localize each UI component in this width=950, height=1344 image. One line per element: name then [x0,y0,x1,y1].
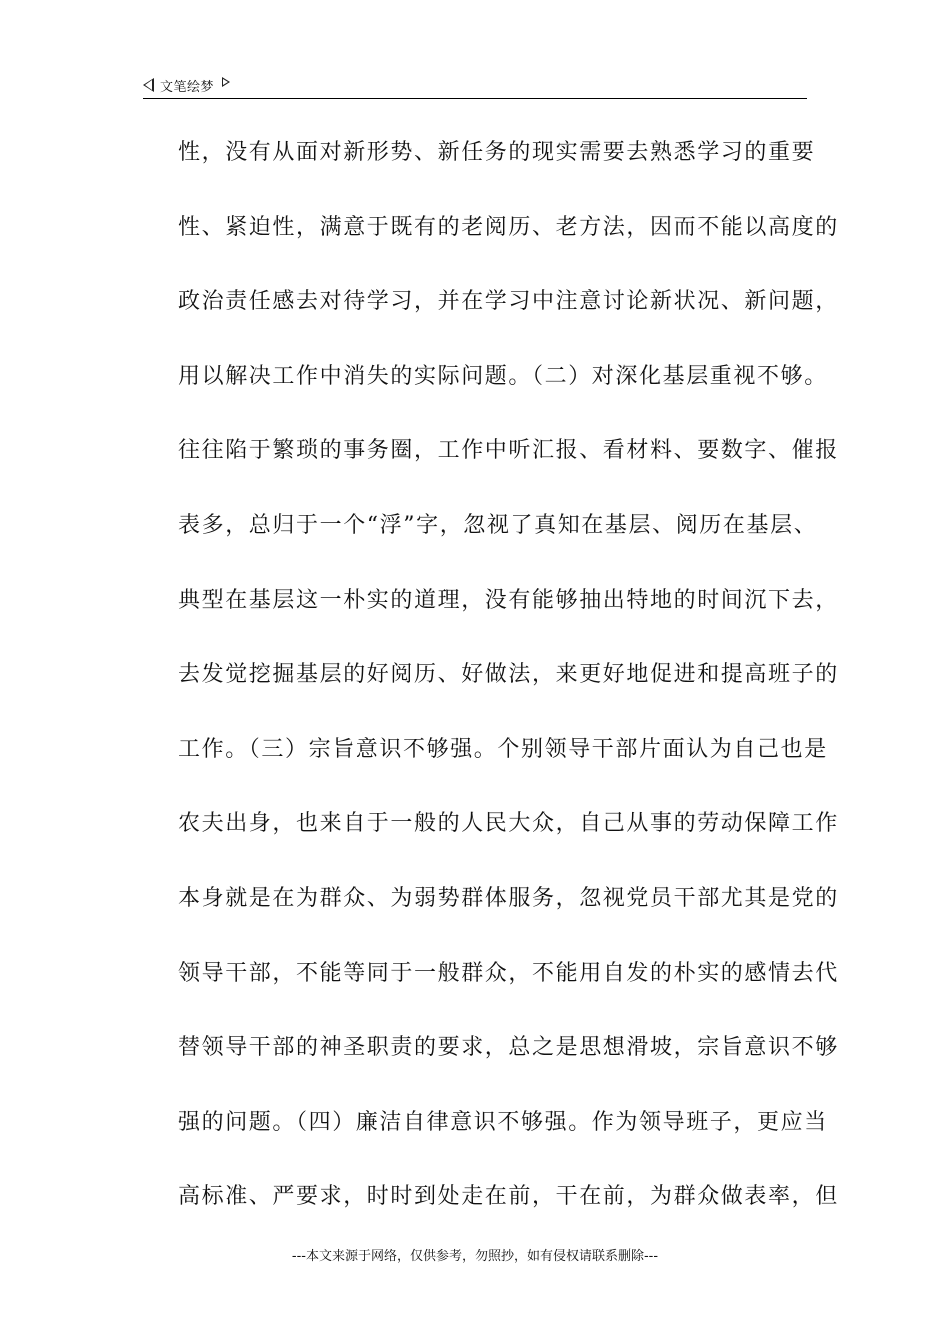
text-line: 工作。（三）宗旨意识不够强。个别领导干部片面认为自己也是 [178,736,828,762]
header-brand: 文笔绘梦 [160,79,215,95]
text-line: 领导干部，不能等同于一般群众，不能用自发的朴实的感情去代 [178,960,839,986]
text-line: 往往陷于繁琐的事务圈，工作中听汇报、看材料、要数字、催报 [178,438,839,464]
text-line: 政治责任感去对待学习，并在学习中注意讨论新状况、新问题， [178,289,839,315]
text-line: 典型在基层这一朴实的道理，没有能够抽出特地的时间沉下去， [178,587,839,613]
header-brand-group [143,74,230,96]
text-line: 高标准、严要求，时时到处走在前，干在前，为群众做表率，但 [178,1184,839,1210]
document-body [178,130,839,1249]
text-line: 表多，总归于一个“浮”字，忽视了真知在基层、阅历在基层、 [178,512,818,538]
page-header [143,74,807,99]
text-line: 强的问题。（四）廉洁自律意识不够强。作为领导班子，更应当 [178,1109,828,1135]
text-line: 本身就是在为群众、为弱势群体服务，忽视党员干部尤其是党的 [178,885,839,911]
text-line: 性，没有从面对新形势、新任务的现实需要去熟悉学习的重要 [178,140,816,165]
text-line: 替领导干部的神圣职责的要求，总之是思想滑坡，宗旨意识不够 [178,1035,839,1061]
text-line: 用以解决工作中消失的实际问题。（二）对深化基层重视不够。 [178,363,828,389]
right-triangle-icon [222,77,230,87]
page-footer: ---本文来源于网络，仅供参考，勿照抄，如有侵权请联系删除--- [291,1249,659,1264]
text-line: 性、紧迫性，满意于既有的老阅历、老方法，因而不能以高度的 [178,214,839,240]
text-line: 农夫出身，也来自于一般的人民大众，自己从事的劳动保障工作 [178,811,839,837]
text-line: 去发觉挖掘基层的好阅历、好做法，来更好地促进和提高班子的 [178,662,839,688]
left-triangle-icon [143,78,154,92]
